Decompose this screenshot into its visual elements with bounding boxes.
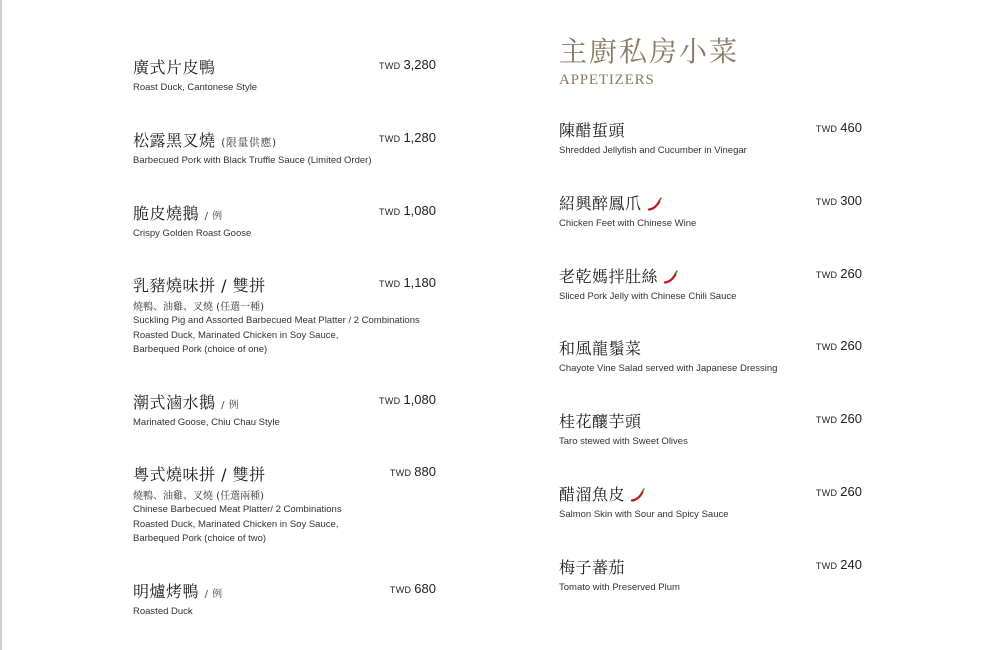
menu-item [559, 336, 862, 377]
chili-pepper-icon [662, 270, 678, 284]
item-description: Salmon Skin with Sour and Spicy Sauce [559, 509, 729, 520]
item-note: (限量供應) [221, 136, 277, 149]
item-price: TWD 460 [815, 120, 862, 135]
item-price: TWD 1,080 [379, 392, 436, 407]
item-name: 潮式滷水鵝 / 例 [133, 393, 240, 412]
item-description: Roast Duck, Cantonese Style [133, 82, 258, 93]
item-description: Roasted Duck [133, 606, 193, 617]
menu-item [133, 390, 436, 431]
item-name: 醋溜魚皮 [559, 482, 862, 505]
item-note: / 例 [221, 400, 240, 411]
item-description: Crispy Golden Roast Goose [133, 228, 252, 239]
menu-item [559, 118, 862, 159]
item-price: TWD 1,080 [379, 203, 436, 218]
menu-item [133, 128, 436, 169]
chili-pepper-icon [646, 197, 662, 211]
menu-item [559, 191, 862, 232]
item-price: TWD 260 [815, 266, 862, 281]
item-description: Chayote Vine Salad served with Japanese Dressing [559, 363, 778, 374]
menu-item [559, 555, 862, 596]
item-description: Tomato with Preserved Plum [559, 582, 680, 593]
chili-pepper-icon [629, 488, 645, 502]
item-options-zh: 燒鴨、油雞、叉燒 (任選兩種) [133, 491, 264, 502]
item-description: Sliced Pork Jelly with Chinese Chili Sauce [559, 291, 737, 302]
item-description: Shredded Jellyfish and Cucumber in Vinegar [559, 145, 747, 156]
menu-item [133, 55, 436, 96]
item-note: / 例 [204, 589, 223, 600]
item-name: 紹興醉鳳爪 [559, 191, 862, 214]
item-name: 梅子蕃茄 [559, 558, 626, 577]
item-price: TWD 880 [389, 464, 436, 479]
item-description: Taro stewed with Sweet Olives [559, 436, 688, 447]
item-description: Chicken Feet with Chinese Wine [559, 218, 697, 229]
item-name: 乳豬燒味拼 / 雙拼 [133, 276, 266, 295]
menu-item [133, 462, 436, 547]
section-title-zh: 主廚私房小菜 [559, 35, 740, 68]
item-price: TWD 260 [815, 484, 862, 499]
item-description: Barbecued Pork with Black Truffle Sauce (Limited Order) [133, 155, 372, 166]
menu-item [133, 273, 436, 358]
item-price: TWD 300 [815, 193, 862, 208]
item-options-zh: 燒鴨、油雞、叉燒 (任選一種) [133, 302, 264, 313]
item-description: Marinated Goose, Chiu Chau Style [133, 417, 280, 428]
item-name: 脆皮燒鵝 / 例 [133, 204, 223, 223]
item-description: Suckling Pig and Assorted Barbecued Meat Platter / 2 Combinations Roasted Duck, Marinated Chicken in Soy Sauce, Barbequed Pork (choice of one) [133, 315, 420, 355]
item-price: TWD 260 [815, 411, 862, 426]
item-name: 陳醋蜇頭 [559, 121, 626, 140]
item-description: Chinese Barbecued Meat Platter/ 2 Combinations Roasted Duck, Marinated Chicken in Soy Sauce, Barbequed Pork (choice of two) [133, 504, 342, 544]
menu-item [133, 579, 436, 620]
item-name: 老乾媽拌肚絲 [559, 264, 862, 287]
item-price: TWD 3,280 [379, 57, 436, 72]
item-name: 和風龍鬚菜 [559, 339, 642, 358]
item-price: TWD 260 [815, 338, 862, 353]
item-name: 桂花釀芋頭 [559, 412, 642, 431]
item-price: TWD 1,180 [379, 275, 436, 290]
item-name: 明爐烤鴨 / 例 [133, 582, 223, 601]
section-heading [559, 30, 739, 89]
item-price: TWD 240 [815, 557, 862, 572]
item-name: 粵式燒味拼 / 雙拼 [133, 465, 266, 484]
menu-item [559, 264, 862, 305]
item-name: 松露黑叉燒 (限量供應) [133, 131, 277, 150]
menu-item [559, 482, 862, 523]
item-price: TWD 680 [389, 581, 436, 596]
section-title-en: APPETIZERS [559, 72, 655, 88]
item-note: / 例 [204, 211, 223, 222]
item-price: TWD 1,280 [379, 130, 436, 145]
item-name: 廣式片皮鴨 [133, 58, 216, 77]
menu-item [133, 201, 436, 242]
menu-item [559, 409, 862, 450]
page-edge [0, 0, 2, 650]
